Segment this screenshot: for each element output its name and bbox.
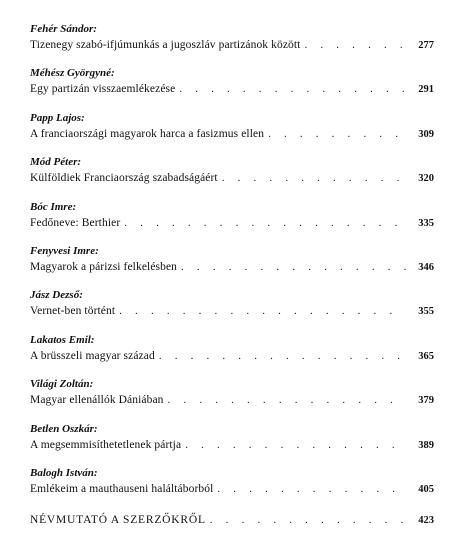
entry-page-number: 379 [418,395,434,407]
entry-line [30,127,434,142]
entry-page-number: 320 [418,173,434,185]
entry-author: Balogh István: [30,466,98,479]
toc-entry [30,467,434,511]
entry-page-number: 277 [418,40,434,51]
entry-author: Mód Péter: [30,156,82,169]
toc-entry [30,201,434,245]
entry-author: Lakatos Emil: [30,333,95,346]
entry-title: Egy partizán visszaemlékezése [30,83,176,96]
entry-line [30,38,434,53]
entry-page-number: 389 [418,439,434,451]
dot-leader [119,304,406,318]
entry-author: Papp Lajos: [30,111,85,124]
entry-line [30,82,434,97]
entry-line [30,260,434,275]
entry-title: Tizenegy szabó-ifjúmunkás a jugoszláv partizánok között [30,39,301,51]
toc-entry [30,112,434,156]
entry-line [30,216,434,231]
entry-line [30,304,434,319]
toc-entry [30,334,434,378]
entry-author: Világi Zoltán: [30,378,94,391]
index-page-number: 423 [418,515,434,527]
entry-line [30,393,434,408]
dot-leader [304,38,406,52]
toc-entry [30,378,434,422]
dot-leader [159,349,406,363]
toc-entry [30,423,434,467]
dot-leader [217,482,406,496]
entry-title: Magyar ellenállók Dániában [30,394,164,407]
entry-page-number: 291 [418,84,434,96]
dot-leader [222,171,406,185]
entry-author: Betlen Oszkár: [30,422,98,435]
entry-author: Jász Dezső: [30,289,83,302]
index-title: NÉVMUTATÓ A SZERZŐKRŐL [30,514,206,527]
entry-author: Bóc Imre: [30,200,77,213]
dot-leader [185,438,406,452]
entry-title: Vernet-ben történt [30,305,116,318]
dot-leader [179,82,406,96]
dot-leader [124,216,406,230]
entry-page-number: 346 [418,261,434,273]
entry-page-number: 365 [418,350,434,362]
entry-title: A franciaországi magyarok harca a fasizmus ellen [30,127,265,140]
dot-leader [268,127,406,141]
entry-title: A brüsszeli magyar század [30,349,155,362]
dot-leader [168,393,406,407]
entry-title: Magyarok a párizsi felkelésben [30,260,178,273]
toc-entry [30,156,434,200]
toc-entry [30,23,434,67]
entry-title: Fedőneve: Berthier [30,216,121,229]
toc-index-entry [30,513,434,533]
entry-author: Méhész Györgyné: [30,67,115,80]
table-of-contents [30,23,434,533]
entry-author: Fenyvesi Imre: [30,244,99,257]
entry-line [30,513,434,528]
entry-author: Fehér Sándor: [30,23,97,35]
entry-page-number: 405 [418,483,434,495]
entry-line [30,438,434,453]
toc-entry [30,245,434,289]
entry-page-number: 335 [418,217,434,229]
entry-line [30,349,434,364]
toc-entry [30,289,434,333]
dot-leader [181,260,406,274]
entry-page-number: 309 [418,128,434,140]
dot-leader [210,513,406,527]
toc-entry [30,67,434,111]
entry-title: A megsemmisíthetetlenek pártja [30,438,182,451]
entry-line [30,482,434,497]
entry-title: Külföldiek Franciaország szabadságáért [30,172,218,185]
entry-line [30,171,434,186]
entry-page-number: 355 [418,306,434,318]
entry-title: Emlékeim a mauthauseni haláltáborból [30,482,214,495]
